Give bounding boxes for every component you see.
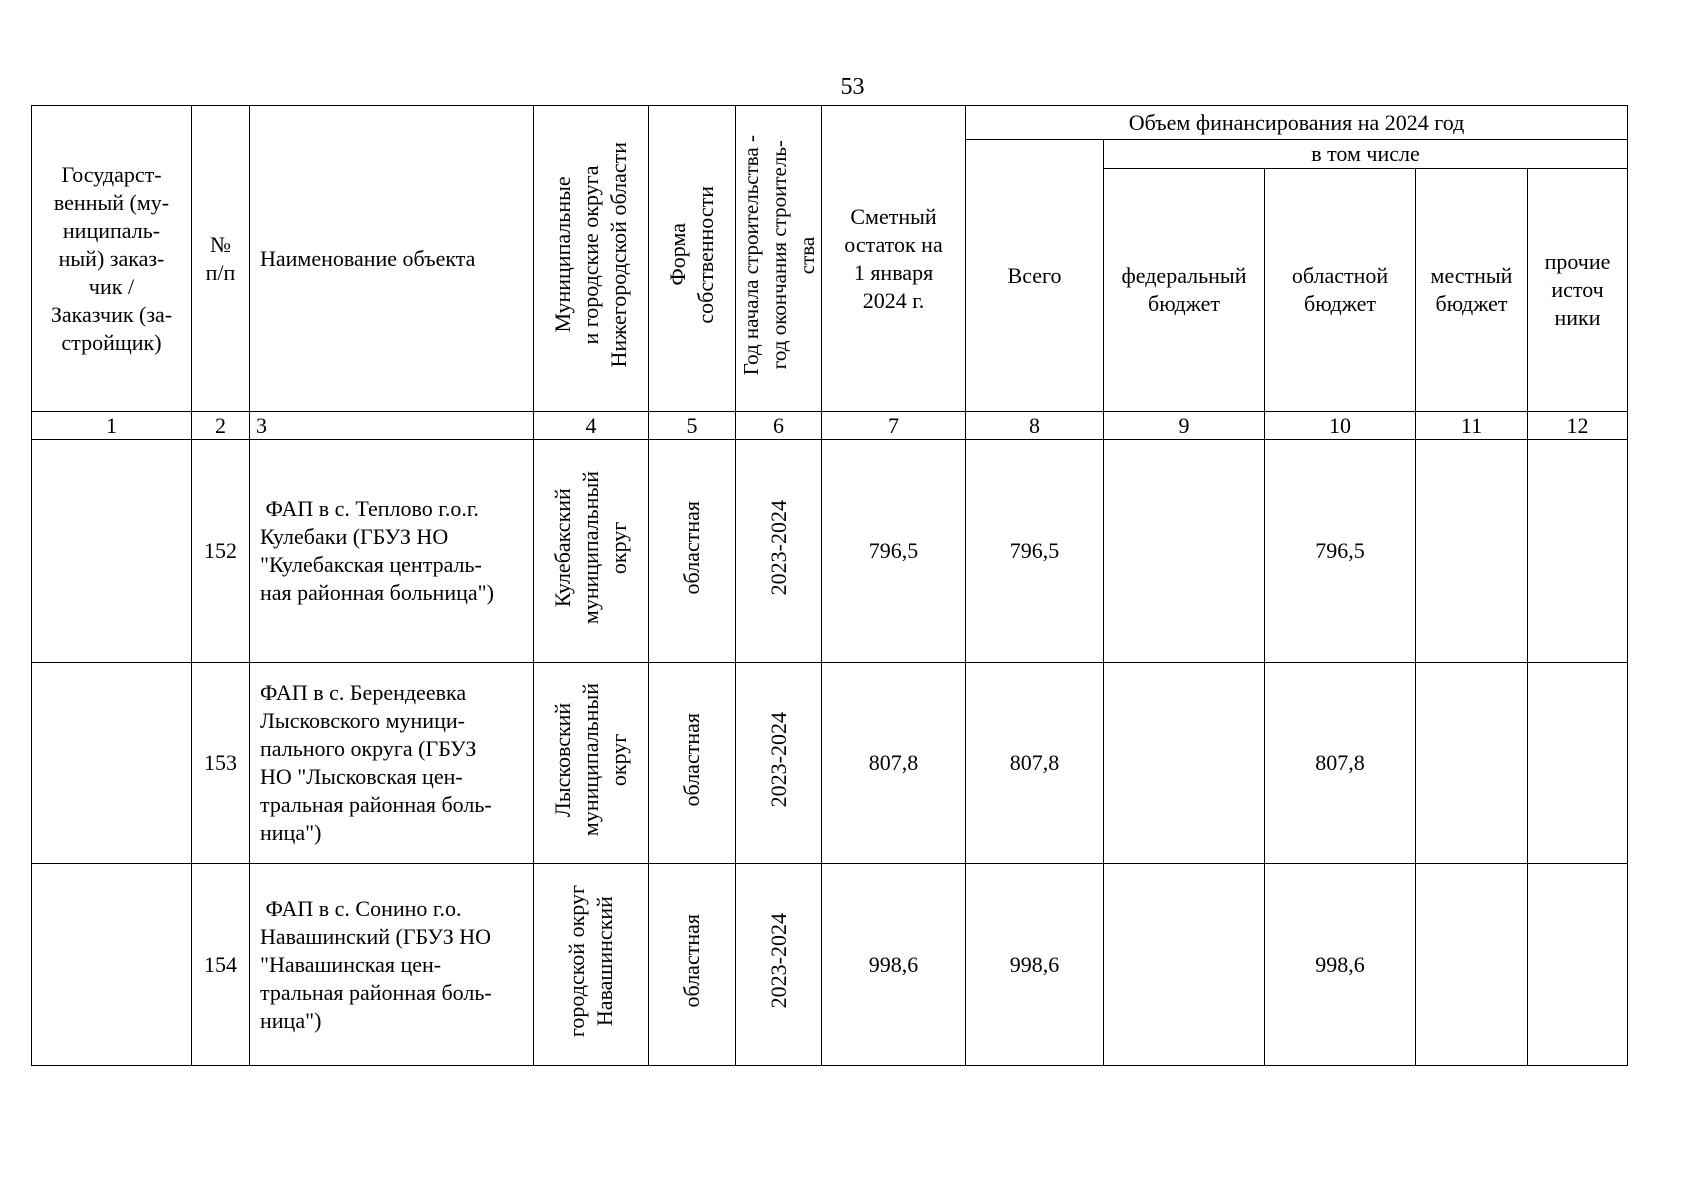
column-number-12: 12 [1528, 412, 1628, 440]
cell-other [1528, 663, 1628, 864]
header-including [1104, 140, 1628, 169]
table-row [32, 663, 1628, 864]
cell-local [1416, 663, 1528, 864]
header-other [1528, 169, 1628, 412]
cell-federal [1104, 864, 1265, 1066]
cell-municipality [534, 663, 649, 864]
cell-estimated-balance: 796,5 [822, 440, 966, 663]
column-number-1: 1 [32, 412, 192, 440]
column-number-10: 10 [1265, 412, 1416, 440]
cell-number: 152 [192, 440, 250, 663]
cell-total: 796,5 [966, 440, 1104, 663]
cell-ownership [649, 440, 736, 663]
cell-years-text: 2023-2024 [765, 711, 791, 808]
table-row [32, 864, 1628, 1066]
column-number-9: 9 [1104, 412, 1265, 440]
page-number [0, 72, 1697, 102]
cell-federal [1104, 440, 1265, 663]
cell-total: 998,6 [966, 864, 1104, 1066]
column-number-7: 7 [822, 412, 966, 440]
cell-local [1416, 864, 1528, 1066]
header-number [192, 106, 250, 412]
cell-ownership [649, 663, 736, 864]
header-municipality [534, 106, 649, 412]
header-years [736, 106, 822, 412]
cell-regional: 796,5 [1265, 440, 1416, 663]
header-row-main [32, 106, 1628, 140]
header-local-text: местный бюджет [1430, 263, 1513, 316]
cell-number: 154 [192, 864, 250, 1066]
cell-federal [1104, 663, 1265, 864]
cell-ownership-text: областная [679, 712, 704, 807]
cell-regional: 998,6 [1265, 864, 1416, 1066]
header-financing-title [966, 106, 1628, 140]
header-financing-title-text: Объем финансирования на 2024 год [1128, 109, 1465, 135]
column-number-11: 11 [1416, 412, 1528, 440]
cell-customer [32, 663, 192, 864]
cell-object-name-text: ФАП в с. Берендеевка Лысковского муници- пального округа (ГБУЗ НО "Лысковская цен- тральная районная боль- ница") [260, 680, 492, 845]
cell-other [1528, 440, 1628, 663]
cell-object-name [250, 663, 534, 864]
cell-number: 153 [192, 663, 250, 864]
cell-estimated-balance: 998,6 [822, 864, 966, 1066]
header-estimated-balance-text: Сметный остаток на 1 января 2024 г. [844, 203, 943, 313]
cell-customer [32, 440, 192, 663]
cell-local [1416, 440, 1528, 663]
column-number-3: 3 [250, 412, 534, 440]
cell-object-name-text: ФАП в с. Теплово г.о.г. Кулебаки (ГБУЗ НО "Кулебакская централь- ная районная больница") [260, 496, 494, 605]
cell-municipality [534, 440, 649, 663]
cell-years [736, 440, 822, 663]
cell-object-name [250, 440, 534, 663]
cell-years [736, 864, 822, 1066]
header-object-name-text: Наименование объекта [260, 245, 476, 271]
header-local [1416, 169, 1528, 412]
header-number-text: № п/п [205, 231, 236, 285]
cell-ownership-text: областная [679, 914, 704, 1008]
cell-years-text: 2023-2024 [765, 499, 791, 596]
header-including-text: в том числе [1311, 141, 1420, 166]
cell-estimated-balance: 807,8 [822, 663, 966, 864]
cell-customer [32, 864, 192, 1066]
header-ownership-text: Форма собственности [665, 186, 718, 324]
header-customer-text: Государст- венный (му- ниципаль- ный) заказ- чик / Заказчик (за- стройщик) [50, 161, 173, 355]
cell-municipality-text: Лысковский муниципальный округ [550, 682, 631, 837]
header-ownership [649, 106, 736, 412]
header-regional [1265, 169, 1416, 412]
table-row [32, 440, 1628, 663]
column-number-5: 5 [649, 412, 736, 440]
header-federal-text: федеральный бюджет [1121, 263, 1247, 316]
cell-municipality-text: городской округ Навашинский [564, 884, 617, 1038]
cell-municipality-text: Кулебакский муниципальный округ [550, 470, 631, 625]
cell-total: 807,8 [966, 663, 1104, 864]
column-number-2: 2 [192, 412, 250, 440]
header-total [966, 140, 1104, 412]
cell-regional: 807,8 [1265, 663, 1416, 864]
header-other-text: прочие источ ники [1544, 249, 1611, 330]
header-estimated-balance [822, 106, 966, 412]
column-number-8: 8 [966, 412, 1104, 440]
page-number-text: 53 [840, 74, 865, 100]
header-object-name [250, 106, 534, 412]
cell-municipality [534, 864, 649, 1066]
header-regional-text: областной бюджет [1291, 263, 1389, 316]
cell-years-text: 2023-2024 [765, 913, 791, 1009]
financing-table [31, 105, 1628, 1066]
cell-object-name-text: ФАП в с. Сонино г.о. Навашинский (ГБУЗ НО "Навашинская цен- тральная районная боль- ница") [260, 895, 492, 1033]
cell-other [1528, 864, 1628, 1066]
column-number-row [32, 412, 1628, 440]
header-total-text: Всего [1007, 262, 1062, 288]
header-municipality-text: Муниципальные и городские округа Нижегородской области [550, 142, 631, 368]
cell-ownership-text: областная [679, 500, 704, 595]
cell-object-name [250, 864, 534, 1066]
cell-years [736, 663, 822, 864]
header-federal [1104, 169, 1265, 412]
column-number-6: 6 [736, 412, 822, 440]
header-years-text: Год начала строительства - год окончания строитель- ства [738, 134, 819, 376]
cell-ownership [649, 864, 736, 1066]
column-number-4: 4 [534, 412, 649, 440]
header-customer [32, 106, 192, 412]
